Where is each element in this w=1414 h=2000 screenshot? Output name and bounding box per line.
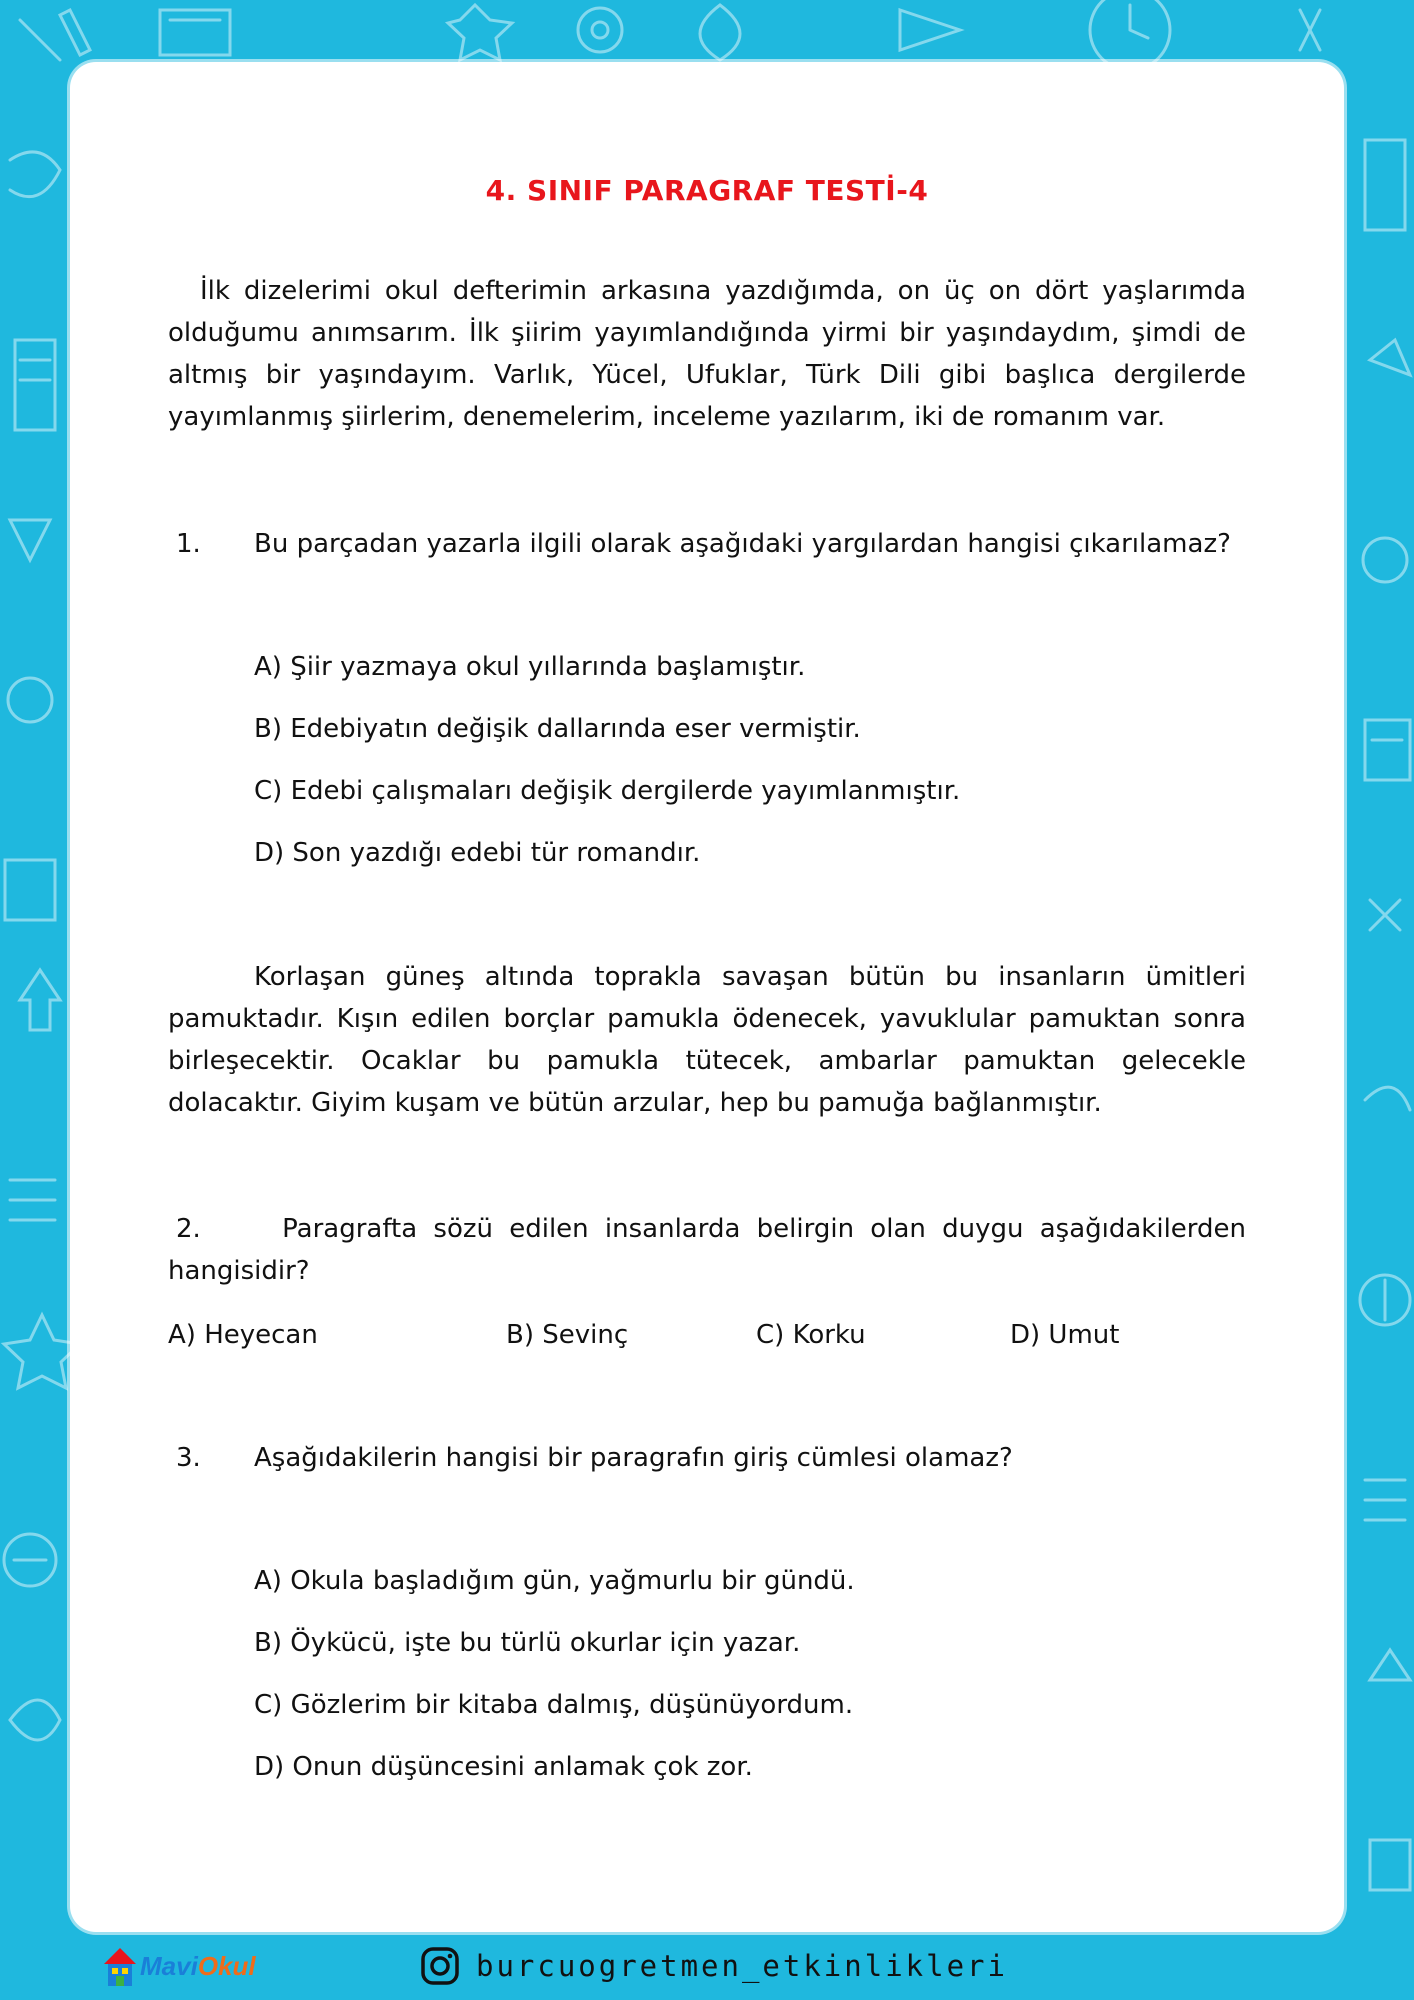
question-3-option-b[interactable]: B) Öykücü, işte bu türlü okurlar için yazar.	[254, 1628, 801, 1658]
passage-1: İlk dizelerimi okul defterimin arkasına yazdığımda, on üç on dört yaşlarımda olduğumu anımsarım. İlk şiirim yayımlandığında yirmi bir yaşındaydım, şimdi de altmış bir yaşındayım. Varlık, Yücel, Ufuklar, Türk Dili gibi başlıca dergilerde yayımlanmış şiirlerim, denemelerim, inceleme yazılarım, iki de romanım var.	[168, 276, 1246, 432]
question-1-option-b[interactable]: B) Edebiyatın değişik dallarında eser vermiştir.	[254, 714, 861, 744]
question-3-option-c[interactable]: C) Gözlerim bir kitaba dalmış, düşünüyordum.	[254, 1690, 854, 1720]
footer	[0, 1940, 1414, 1996]
instagram-icon	[420, 1946, 460, 1986]
question-2-options	[168, 1314, 1246, 1356]
question-2-option-d[interactable]: D) Umut	[1010, 1320, 1120, 1350]
question-2-option-c[interactable]: C) Korku	[756, 1320, 866, 1350]
instagram-handle: burcuogretmen_etkinlikleri	[476, 1949, 1008, 1983]
logo-text-okul: Okul	[197, 1950, 256, 1981]
question-2-option-b[interactable]: B) Sevinç	[506, 1320, 629, 1350]
question-3-option-a[interactable]: A) Okula başladığım gün, yağmurlu bir gündü.	[254, 1566, 855, 1596]
question-1-number: 1.	[176, 529, 201, 559]
question-3-text: Aşağıdakilerin hangisi bir paragrafın giriş cümlesi olamaz?	[254, 1443, 1013, 1473]
question-2	[168, 1208, 1246, 1292]
question-1-option-c[interactable]: C) Edebi çalışmaları değişik dergilerde yayımlanmıştır.	[254, 776, 961, 806]
question-2-text: Paragrafta sözü edilen insanlarda belirgin olan duygu aşağıdakilerden hangisidir?	[168, 1214, 1247, 1286]
question-2-option-a[interactable]: A) Heyecan	[168, 1320, 318, 1350]
question-1-text: Bu parçadan yazarla ilgili olarak aşağıdaki yargılardan hangisi çıkarılamaz?	[254, 529, 1231, 559]
mavi-okul-logo	[100, 1944, 256, 1988]
page-title: 4. SINIF PARAGRAF TESTİ-4	[485, 174, 929, 207]
logo-text-mavi: Mavi	[140, 1950, 198, 1981]
question-3-option-d[interactable]: D) Onun düşüncesini anlamak çok zor.	[254, 1752, 753, 1782]
passage-2: Korlaşan güneş altında toprakla savaşan bütün bu insanların ümitleri pamuktadır. Kışın edilen borçlar pamukla ödenecek, yavuklular pamuktan sonra birleşecektir. Ocaklar bu pamukla tütecek, ambarlar pamuktan gelecekle dolacaktır. Giyim kuşam ve bütün arzular, hep bu pamuğa bağlanmıştır.	[168, 962, 1246, 1118]
instagram-credit[interactable]	[420, 1946, 1008, 1986]
question-2-number: 2.	[176, 1214, 201, 1244]
question-3-number: 3.	[176, 1443, 201, 1473]
house-icon	[100, 1944, 140, 1988]
question-1-option-d[interactable]: D) Son yazdığı edebi tür romandır.	[254, 838, 701, 868]
question-1-option-a[interactable]: A) Şiir yazmaya okul yıllarında başlamıştır.	[254, 652, 806, 682]
